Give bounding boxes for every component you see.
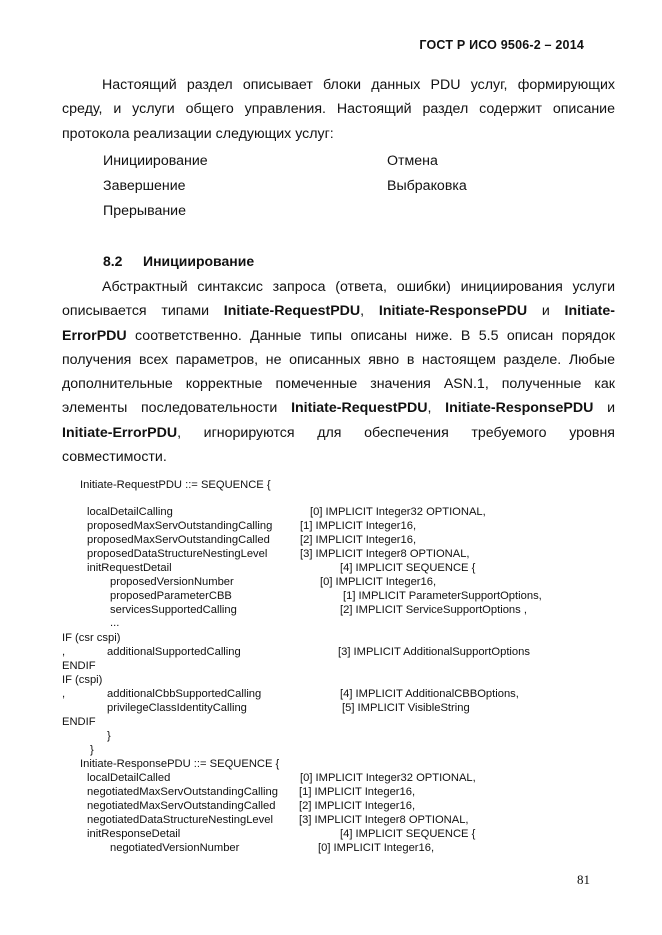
service-item: Прерывание <box>103 203 186 219</box>
code-line: proposedMaxServOutstandingCalling <box>87 520 273 532</box>
body-text: , <box>427 400 446 417</box>
code-line: [0] IMPLICIT Integer16, <box>320 576 437 588</box>
code-line: ... <box>110 617 120 629</box>
code-line: [0] IMPLICIT Integer32 OPTIONAL, <box>310 506 486 518</box>
code-line: [2] IMPLICIT Integer16, <box>300 534 417 546</box>
type-name: Initiate-ResponsePDU <box>445 400 594 417</box>
service-item: Завершение <box>103 178 186 194</box>
code-line: proposedMaxServOutstandingCalled <box>87 534 270 546</box>
code-line: [4] IMPLICIT SEQUENCE { <box>340 828 476 840</box>
code-line: [3] IMPLICIT Integer8 OPTIONAL, <box>299 814 469 826</box>
section-heading <box>103 253 254 269</box>
code-line: privilegeClassIdentityCalling <box>107 702 247 714</box>
service-item: Отмена <box>387 153 438 169</box>
type-name: Initiate-ErrorPDU <box>62 303 615 344</box>
code-line: initRequestDetail <box>87 562 172 574</box>
type-name: Initiate-RequestPDU <box>291 400 428 417</box>
code-line: localDetailCalled <box>87 772 171 784</box>
code-line: , <box>62 688 66 700</box>
section-number: 8.2 <box>103 253 123 269</box>
body-text: и <box>593 400 615 417</box>
document-header: ГОСТ Р ИСО 9506-2 – 2014 <box>419 38 584 52</box>
service-item: Инициирование <box>103 153 208 169</box>
code-line: } <box>90 744 94 756</box>
code-line: [4] IMPLICIT AdditionalCBBOptions, <box>340 688 519 700</box>
body-text: Абстрактный синтаксис запроса (ответа, ошибки) инициирования услуги описывается типами <box>62 279 615 320</box>
code-line: ENDIF <box>62 660 96 672</box>
section-title: Инициирование <box>143 253 255 269</box>
code-line: negotiatedMaxServOutstandingCalling <box>87 786 278 798</box>
code-line: } <box>107 730 111 742</box>
code-line: IF (cspi) <box>62 674 103 686</box>
code-line: negotiatedMaxServOutstandingCalled <box>87 800 276 812</box>
code-line: negotiatedVersionNumber <box>110 842 240 854</box>
code-line: [2] IMPLICIT ServiceSupportOptions , <box>340 604 527 616</box>
body-text: соответственно. Данные типы описаны ниже. В 5.5 описан порядок получения всех параметров, не описанных явно в настоящем разделе. Любые дополнительные корректные помеченные значения ASN.1, полученные как элементы последовательности <box>62 327 615 417</box>
code-line: IF (csr cspi) <box>62 632 121 644</box>
code-line: ENDIF <box>62 716 96 728</box>
code-line: servicesSupportedCalling <box>110 604 237 616</box>
code-line: additionalCbbSupportedCalling <box>107 688 262 700</box>
code-line: [2] IMPLICIT Integer16, <box>299 800 416 812</box>
service-item: Выбраковка <box>387 178 467 194</box>
code-line: [0] IMPLICIT Integer32 OPTIONAL, <box>300 772 476 784</box>
code-line: [1] IMPLICIT Integer16, <box>300 520 417 532</box>
intro-paragraph <box>62 73 615 146</box>
code-line: additionalSupportedCalling <box>107 646 241 658</box>
type-name: Initiate-ErrorPDU <box>62 424 178 441</box>
body-text: и <box>527 303 565 320</box>
code-line: Initiate-RequestPDU ::= SEQUENCE { <box>80 479 271 491</box>
code-line: proposedDataStructureNestingLevel <box>87 548 268 560</box>
body-text: , <box>360 303 379 320</box>
intro-text: Настоящий раздел описывает блоки данных PDU услуг, формирующих среду, и услуги общего управления. Настоящий раздел содержит описание протокола реализации следующих услуг: <box>62 77 615 142</box>
code-line: [1] IMPLICIT Integer16, <box>299 786 416 798</box>
code-line: [1] IMPLICIT ParameterSupportOptions, <box>343 590 542 602</box>
code-line: [5] IMPLICIT VisibleString <box>342 702 470 714</box>
code-line: proposedParameterCBB <box>110 590 232 602</box>
code-line: proposedVersionNumber <box>110 576 234 588</box>
code-line: negotiatedDataStructureNestingLevel <box>87 814 273 826</box>
code-line: [3] IMPLICIT AdditionalSupportOptions <box>338 646 530 658</box>
code-line: [3] IMPLICIT Integer8 OPTIONAL, <box>300 548 470 560</box>
body-paragraph <box>62 275 615 469</box>
code-line: , <box>62 646 66 658</box>
body-text: , игнорируются для обеспечения требуемого уровня совместимости. <box>62 424 615 466</box>
code-line: [4] IMPLICIT SEQUENCE { <box>340 562 476 574</box>
code-line: [0] IMPLICIT Integer16, <box>318 842 435 854</box>
type-name: Initiate-ResponsePDU <box>378 303 528 320</box>
code-line: localDetailCalling <box>87 506 173 518</box>
page-number: 81 <box>577 872 590 887</box>
code-line: initResponseDetail <box>87 828 181 840</box>
code-line: Initiate-ResponsePDU ::= SEQUENCE { <box>80 758 280 770</box>
type-name: Initiate-RequestPDU <box>223 303 361 320</box>
